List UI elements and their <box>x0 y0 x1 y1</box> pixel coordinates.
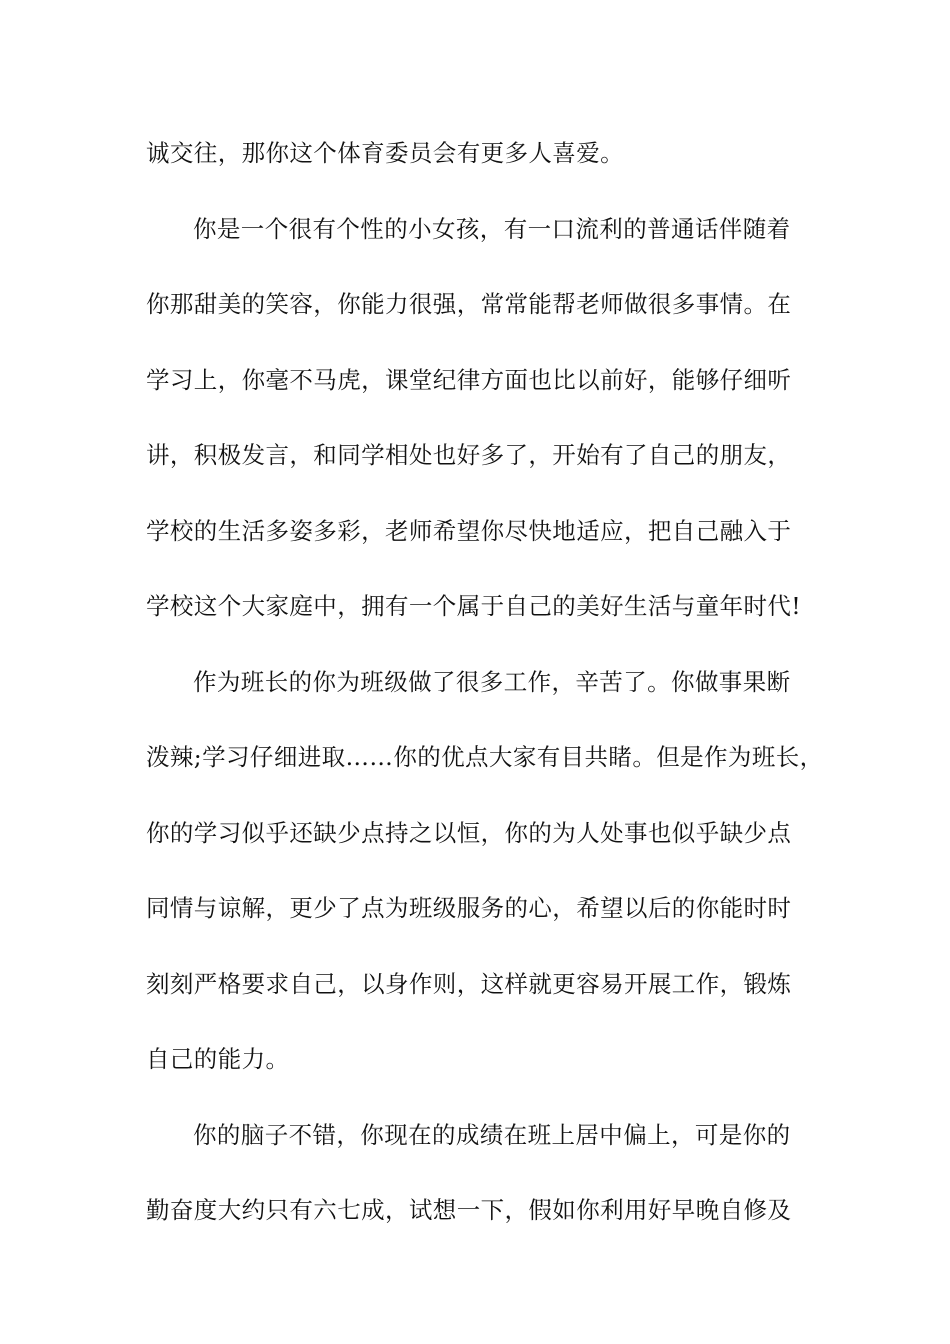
text-line: 自己的能力。 <box>146 1045 290 1073</box>
text-line: 同情与谅解，更少了点为班级服务的心，希望以后的你能时时 <box>146 894 792 922</box>
text-line: 你那甜美的笑容，你能力很强，常常能帮老师做很多事情。在 <box>146 290 792 318</box>
text-line: 刻刻严格要求自己，以身作则，这样就更容易开展工作，锻炼 <box>146 969 792 998</box>
text-line: 勤奋度大约只有六七成，试想一下，假如你利用好早晚自修及 <box>146 1196 792 1224</box>
paragraph-first-line: 你的脑子不错，你现在的成绩在班上居中偏上，可是你的 <box>193 1120 791 1149</box>
document-body <box>146 133 824 1266</box>
text-line: 学校这个大家庭中，拥有一个属于自己的美好生活与童年时代! <box>146 592 802 620</box>
text-line: 诚交往，那你这个体育委员会有更多人喜爱。 <box>146 139 624 167</box>
text-line: 学校的生活多姿多彩，老师希望你尽快地适应，把自己融入于 <box>146 516 792 545</box>
text-line: 你的学习似乎还缺少点持之以恒，你的为人处事也似乎缺少点 <box>146 818 792 847</box>
paragraph-first-line: 作为班长的你为班级做了很多工作，辛苦了。你做事果断 <box>193 667 791 696</box>
text-line: 泼辣;学习仔细进取……你的优点大家有目共睹。但是作为班长， <box>146 743 824 771</box>
text-line: 讲，积极发言，和同学相处也好多了，开始有了自己的朋友， <box>146 441 792 469</box>
text-line: 学习上，你毫不马虎，课堂纪律方面也比以前好，能够仔细听 <box>146 365 792 394</box>
paragraph-first-line: 你是一个很有个性的小女孩，有一口流利的普通话伴随着 <box>193 214 791 243</box>
